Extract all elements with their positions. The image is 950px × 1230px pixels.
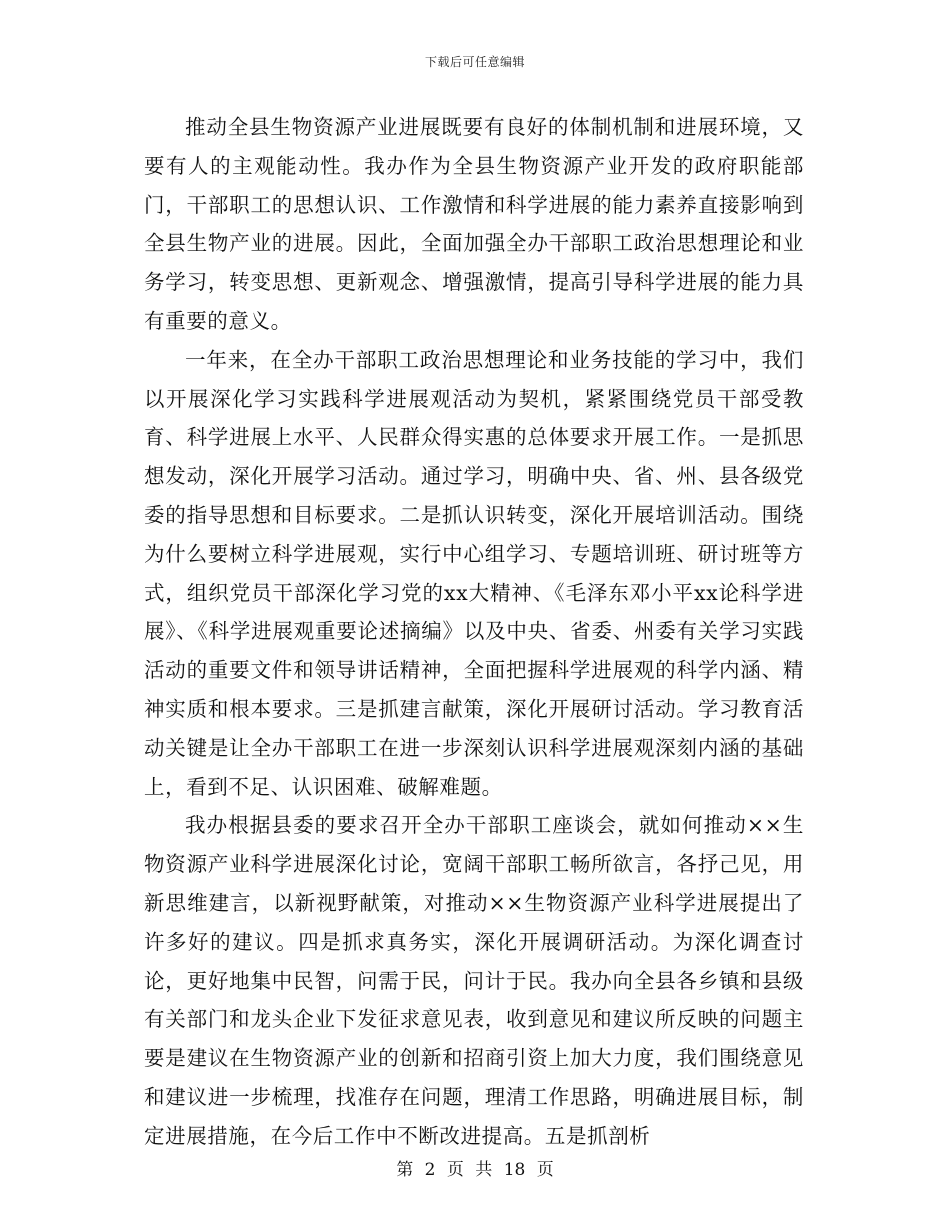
document-body [144, 108, 804, 1156]
paragraph: 我办根据县委的要求召开全办干部职工座谈会，就如何推动××生物资源产业科学进展深化讨论，宽阔干部职工畅所欲言，各抒己见，用新思维建言，以新视野献策，对推动××生物资源产业科学进展提出了许多好的建议。四是抓求真务实，深化开展调研活动。为深化调查讨论，更好地集中民智，问需于民，问计于民。我办向全县各乡镇和县级有关部门和龙头企业下发征求意见表，收到意见和建议所反映的问题主要是建议在生物资源产业的创新和招商引资上加大力度，我们围绕意见和建议进一步梳理，找准存在问题，理清工作思路，明确进展目标，制定进展措施，在今后工作中不断改进提高。五是抓剖析 [144, 813, 804, 1148]
page-number-footer: 第 2 页 共 18 页 [396, 1160, 554, 1180]
paragraph: 一年来，在全办干部职工政治思想理论和业务技能的学习中，我们以开展深化学习实践科学进展观活动为契机，紧紧围绕党员干部受教育、科学进展上水平、人民群众得实惠的总体要求开展工作。一是抓思想发动，深化开展学习活动。通过学习，明确中央、省、州、县各级党委的指导思想和目标要求。二是抓认识转变，深化开展培训活动。围绕为什么要树立科学进展观，实行中心组学习、专题培训班、研讨班等方式，组织党员干部深化学习党的xx大精神、《毛泽东邓小平xx论科学进展》、《科学进展观重要论述摘编》以及中央、省委、州委有关学习实践活动的重要文件和领导讲话精神，全面把握科学进展观的科学内涵、精神实质和根本要求。三是抓建言献策，深化开展研讨活动。学习教育活动关键是让全办干部职工在进一步深刻认识科学进展观深刻内涵的基础上，看到不足、认识困难、破解难题。 [144, 347, 804, 799]
header-note: 下载后可任意编辑 [424, 55, 525, 69]
paragraph: 推动全县生物资源产业进展既要有良好的体制机制和进展环境，又要有人的主观能动性。我办作为全县生物资源产业开发的政府职能部门，干部职工的思想认识、工作激情和科学进展的能力素养直接影响到全县生物产业的进展。因此，全面加强全办干部职工政治思想理论和业务学习，转变思想、更新观念、增强激情，提高引导科学进展的能力具有重要的意义。 [144, 115, 804, 333]
